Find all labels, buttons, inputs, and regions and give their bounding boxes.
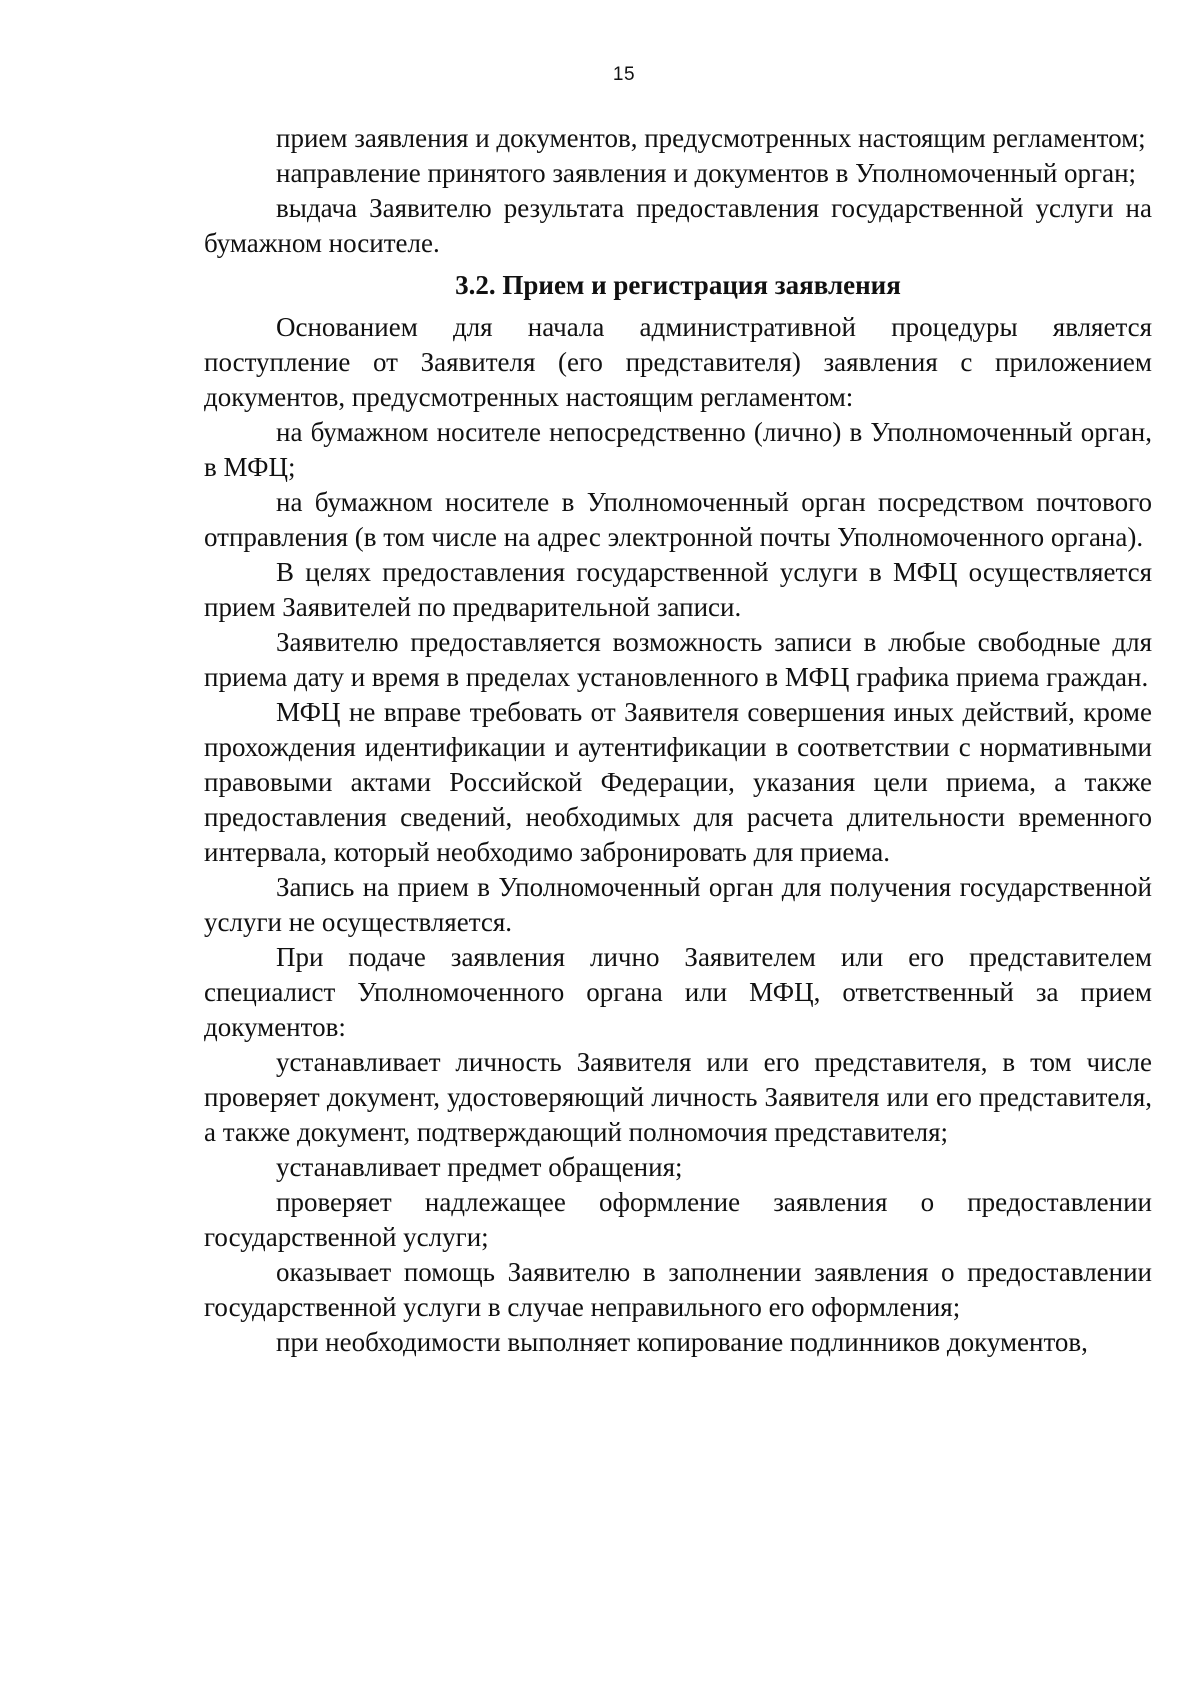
paragraph: Запись на прием в Уполномоченный орган для получения государственной услуги не осуществляется. — [204, 872, 1152, 937]
paragraph: При подаче заявления лично Заявителем или его представителем специалист Уполномоченного органа или МФЦ, ответственный за прием документов: — [204, 942, 1152, 1042]
paragraph: при необходимости выполняет копирование подлинников документов, — [276, 1327, 1088, 1357]
document-body — [204, 121, 1152, 1360]
paragraph: направление принятого заявления и документов в Уполномоченный орган; — [276, 158, 1137, 188]
paragraph: МФЦ не вправе требовать от Заявителя совершения иных действий, кроме прохождения идентификации и аутентификации в соответствии с нормативными правовыми актами Российской Федерации, указания цели приема, а также предоставления сведений, необходимых для расчета длительности временного интервала, который необходимо забронировать для приема. — [204, 697, 1152, 867]
paragraph: устанавливает личность Заявителя или его представителя, в том числе проверяет документ, удостоверяющий личность Заявителя или его представителя, а также документ, подтверждающий полномочия представителя; — [204, 1047, 1152, 1147]
section-heading: 3.2. Прием и регистрация заявления — [455, 270, 901, 300]
paragraph: проверяет надлежащее оформление заявления о предоставлении государственной услуги; — [204, 1187, 1152, 1252]
paragraph: выдача Заявителю результата предоставления государственной услуги на бумажном носителе. — [204, 193, 1152, 258]
page-number: 15 — [612, 64, 636, 85]
paragraph: Основанием для начала административной процедуры является поступление от Заявителя (его представителя) заявления с приложением документов, предусмотренных настоящим регламентом: — [204, 312, 1152, 412]
paragraph: на бумажном носителе в Уполномоченный орган посредством почтового отправления (в том числе на адрес электронной почты Уполномоченного органа). — [204, 487, 1152, 552]
paragraph: В целях предоставления государственной услуги в МФЦ осуществляется прием Заявителей по предварительной записи. — [204, 557, 1152, 622]
paragraph: прием заявления и документов, предусмотренных настоящим регламентом; — [276, 123, 1146, 153]
paragraph: на бумажном носителе непосредственно (лично) в Уполномоченный орган, в МФЦ; — [204, 417, 1152, 482]
paragraph: устанавливает предмет обращения; — [276, 1152, 683, 1182]
paragraph: оказывает помощь Заявителю в заполнении заявления о предоставлении государственной услуги в случае неправильного его оформления; — [204, 1257, 1152, 1322]
paragraph: Заявителю предоставляется возможность записи в любые свободные для приема дату и время в пределах установленного в МФЦ графика приема граждан. — [204, 627, 1152, 692]
